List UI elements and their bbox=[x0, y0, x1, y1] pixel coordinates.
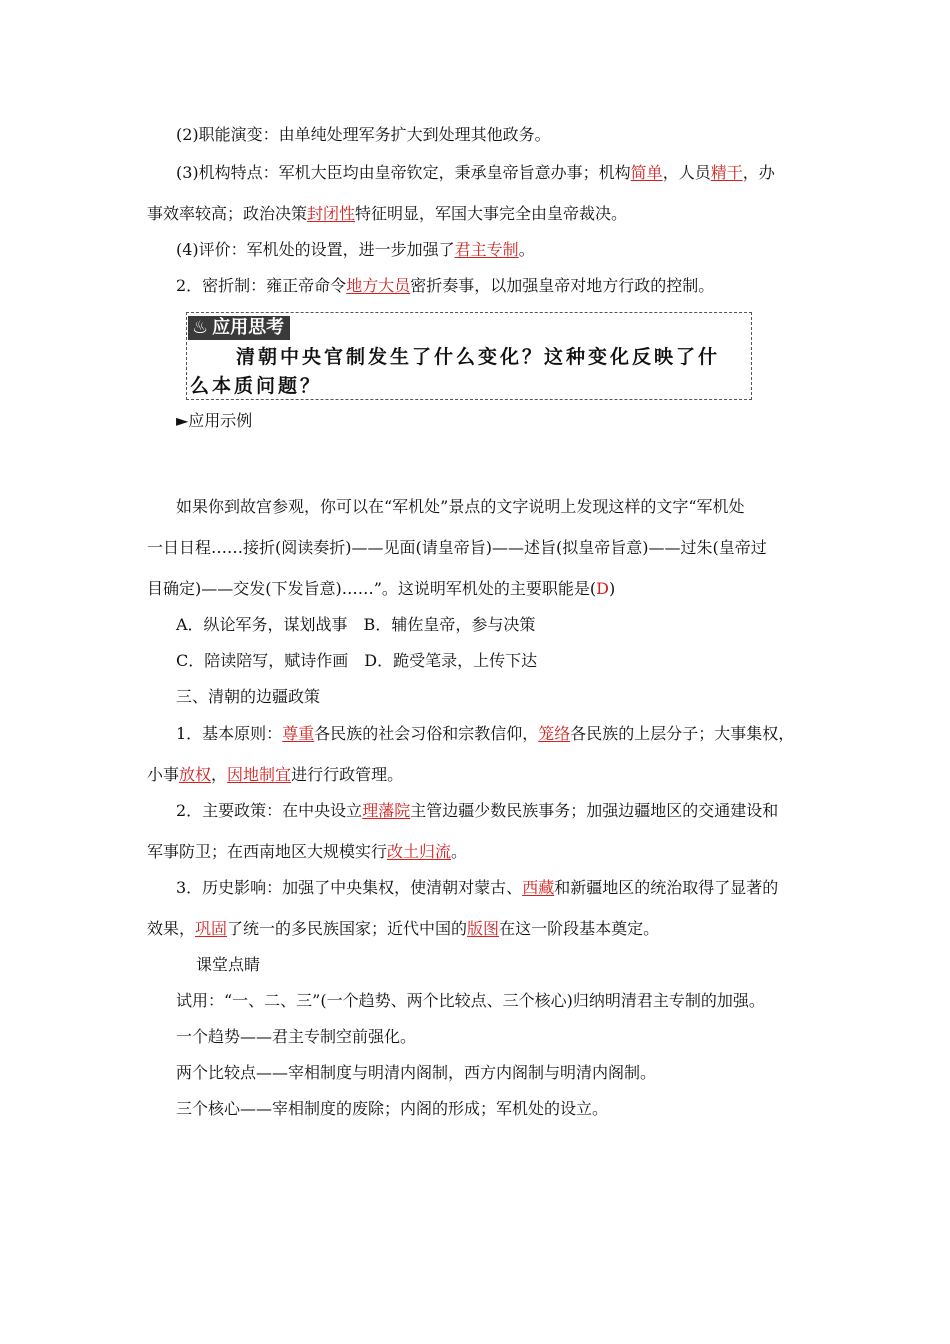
structure-features-line bbox=[176, 162, 775, 184]
answer-lifanyuan: 理藩院 bbox=[362, 801, 411, 820]
answer-closed: 封闭性 bbox=[307, 204, 356, 223]
example-heading: ►应用示例 bbox=[176, 411, 253, 430]
text: 小事 bbox=[147, 765, 180, 784]
answer-local-conditions: 因地制宜 bbox=[227, 765, 292, 784]
answer-territory: 版图 bbox=[467, 919, 500, 938]
historical-impact-line bbox=[176, 877, 778, 899]
answer-respect: 尊重 bbox=[282, 724, 315, 743]
main-policy-line bbox=[176, 800, 778, 822]
text: 特征明显，军国大事完全由皇帝裁决。 bbox=[355, 204, 628, 223]
function-evolution-line: (2)职能演变：由单纯处理军务扩大到处理其他政务。 bbox=[176, 125, 551, 144]
main-policy-line-2 bbox=[147, 841, 467, 863]
box-question-line-2: 么本质问题？ bbox=[190, 375, 323, 397]
text: 2．主要政策：在中央设立 bbox=[176, 801, 363, 820]
text: ， bbox=[211, 765, 228, 784]
application-thinking-header bbox=[188, 316, 290, 340]
basic-principle-line-2 bbox=[147, 764, 403, 786]
options-cd: C．陪读陪写，赋诗作画 D．跪受笔录，上传下达 bbox=[176, 651, 538, 670]
summary-line-3: 两个比较点——宰相制度与明清内阁制，西方内阁制与明清内阁制。 bbox=[176, 1063, 657, 1082]
text: 。 bbox=[518, 240, 535, 259]
text: 各民族的上层分子；大事集权， bbox=[570, 724, 795, 743]
text: ，办 bbox=[742, 163, 775, 182]
text: 密折奏事，以加强皇帝对地方行政的控制。 bbox=[410, 276, 715, 295]
answer-gaitu-guiliu: 改土归流 bbox=[387, 842, 452, 861]
text: (4)评价：军机处的设置，进一步加强了 bbox=[176, 240, 455, 259]
text: 在这一阶段基本奠定。 bbox=[499, 919, 660, 938]
summary-line-1: 试用：“一、二、三”(一个趋势、两个比较点、三个核心)归纳明清君主专制的加强。 bbox=[176, 991, 765, 1010]
evaluation-line bbox=[176, 239, 535, 261]
answer-choice: D bbox=[596, 579, 609, 598]
text: ) bbox=[608, 579, 616, 598]
text: 军事防卫；在西南地区大规模实行 bbox=[147, 842, 388, 861]
text: 。 bbox=[451, 842, 468, 861]
summary-line-2: 一个趋势——君主专制空前强化。 bbox=[176, 1027, 417, 1046]
answer-simple: 简单 bbox=[630, 163, 663, 182]
text: 和新疆地区的统治取得了显著的 bbox=[554, 878, 779, 897]
box-title: 应用思考 bbox=[212, 317, 285, 338]
question-para-1: 如果你到故宫参观，你可以在“军机处”景点的文字说明上发现这样的文字“军机处 bbox=[176, 497, 745, 516]
structure-features-line-2 bbox=[147, 203, 627, 225]
text: 进行行政管理。 bbox=[291, 765, 404, 784]
answer-decentralize: 放权 bbox=[179, 765, 212, 784]
historical-impact-line-2 bbox=[147, 918, 659, 940]
text: 目确定)——交发(下发旨意)……”。这说明军机处的主要职能是( bbox=[147, 579, 597, 598]
basic-principle-line bbox=[176, 723, 794, 745]
text: 2．密折制：雍正帝命令 bbox=[176, 276, 347, 295]
summary-line-4: 三个核心——宰相制度的废除；内阁的形成；军机处的设立。 bbox=[176, 1099, 609, 1118]
options-ab: A．纵论军务，谋划战事 B．辅佐皇帝，参与决策 bbox=[176, 615, 536, 634]
text: 各民族的社会习俗和宗教信仰， bbox=[314, 724, 539, 743]
text: 事效率较高；政治决策 bbox=[147, 204, 308, 223]
answer-autocracy: 君主专制 bbox=[454, 240, 519, 259]
answer-tibet: 西藏 bbox=[522, 878, 555, 897]
text: ，人员 bbox=[662, 163, 711, 182]
steam-icon: ♨ bbox=[192, 317, 209, 338]
class-summary-heading: 课堂点睛 bbox=[196, 955, 261, 974]
text: (3)机构特点：军机大臣均由皇帝钦定，秉承皇帝旨意办事；机构 bbox=[176, 163, 631, 182]
question-para-3 bbox=[147, 578, 615, 600]
text: 3．历史影响：加强了中央集权，使清朝对蒙古、 bbox=[176, 878, 523, 897]
answer-win-over: 笼络 bbox=[538, 724, 571, 743]
answer-consolidate: 巩固 bbox=[195, 919, 228, 938]
box-question-line-1: 清朝中央官制发生了什么变化？这种变化反映了什 bbox=[236, 346, 721, 368]
text: 了统一的多民族国家；近代中国的 bbox=[227, 919, 468, 938]
answer-local-officials: 地方大员 bbox=[346, 276, 411, 295]
secret-memorial-line bbox=[176, 275, 714, 297]
section-heading-frontier: 三、清朝的边疆政策 bbox=[176, 687, 321, 706]
text: 主管边疆少数民族事务；加强边疆地区的交通建设和 bbox=[410, 801, 779, 820]
answer-capable: 精干 bbox=[710, 163, 743, 182]
text: 效果， bbox=[147, 919, 196, 938]
question-para-2: 一日日程……接折(阅读奏折)——见面(请皇帝旨)——述旨(拟皇帝旨意)——过朱(皇帝过 bbox=[147, 538, 767, 557]
text: 1．基本原则： bbox=[176, 724, 283, 743]
